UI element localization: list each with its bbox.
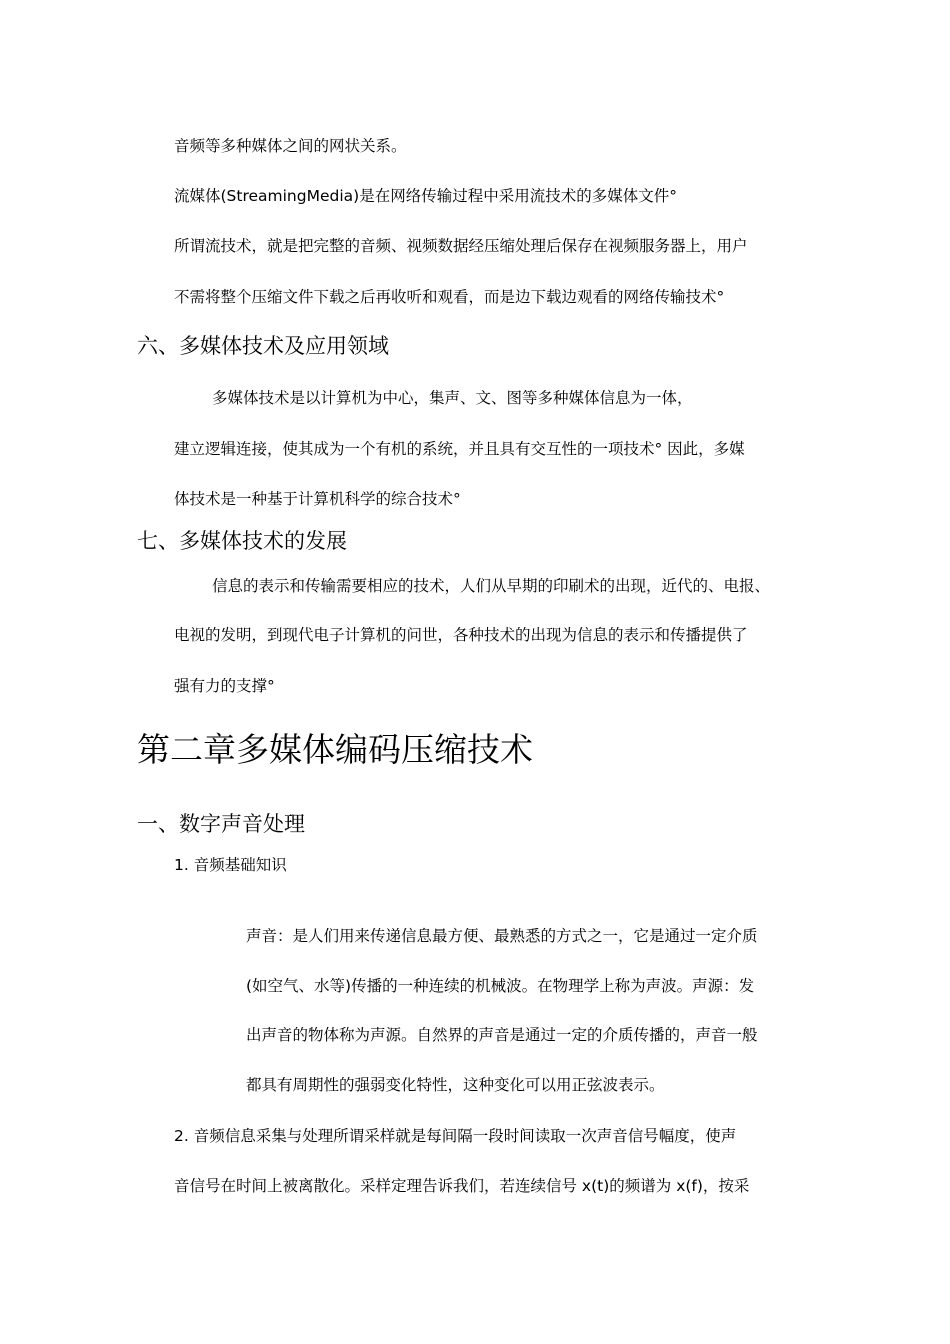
paragraph-line: 电视的发明，到现代电子计算机的问世，各种技术的出现为信息的表示和传播提供了: [174, 626, 748, 644]
section-heading: 一、数字声音处理: [137, 812, 305, 836]
paragraph-line: 不需将整个压缩文件下载之后再收听和观看，而是边下载边观看的网络传输技术°: [174, 288, 725, 306]
paragraph-line: 所谓流技术，就是把完整的音频、视频数据经压缩处理后保存在视频服务器上，用户: [174, 237, 748, 255]
paragraph-line: 体技术是一种基于计算机科学的综合技术°: [174, 490, 461, 508]
paragraph-line: 建立逻辑连接，使其成为一个有机的系统，并且具有交互性的一项技术° 因此，多媒: [174, 440, 745, 458]
chapter-title: 第二章多媒体编码压缩技术: [137, 730, 533, 769]
paragraph-line: 强有力的支撑°: [174, 677, 275, 695]
paragraph-line: 多媒体技术是以计算机为中心，集声、文、图等多种媒体信息为一体，: [212, 389, 693, 407]
paragraph-line: 流媒体(StreamingMedia)是在网络传输过程中采用流技术的多媒体文件°: [174, 187, 677, 205]
paragraph-line: 都具有周期性的强弱变化特性，这种变化可以用正弦波表示。: [246, 1076, 665, 1094]
paragraph-line: 2. 音频信息采集与处理所谓采样就是每间隔一段时间读取一次声音信号幅度，使声: [174, 1127, 737, 1145]
paragraph-line: 出声音的物体称为声源。自然界的声音是通过一定的介质传播的，声音一般: [246, 1026, 758, 1044]
paragraph-line: 声音：是人们用来传递信息最方便、最熟悉的方式之一，它是通过一定介质: [246, 927, 758, 945]
paragraph-line: 音信号在时间上被离散化。采样定理告诉我们，若连续信号 x(t)的频谱为 x(f)，按采: [174, 1177, 750, 1195]
section-heading: 七、多媒体技术的发展: [137, 529, 347, 553]
paragraph-line: (如空气、水等)传播的一种连续的机械波。在物理学上称为声波。声源：发: [246, 977, 755, 995]
paragraph-line: 信息的表示和传输需要相应的技术，人们从早期的印刷术的出现，近代的、电报、: [212, 577, 771, 595]
section-heading: 六、多媒体技术及应用领域: [137, 334, 389, 358]
paragraph-line: 音频等多种媒体之间的网状关系。: [174, 137, 407, 155]
subheading: 1. 音频基础知识: [174, 856, 287, 874]
